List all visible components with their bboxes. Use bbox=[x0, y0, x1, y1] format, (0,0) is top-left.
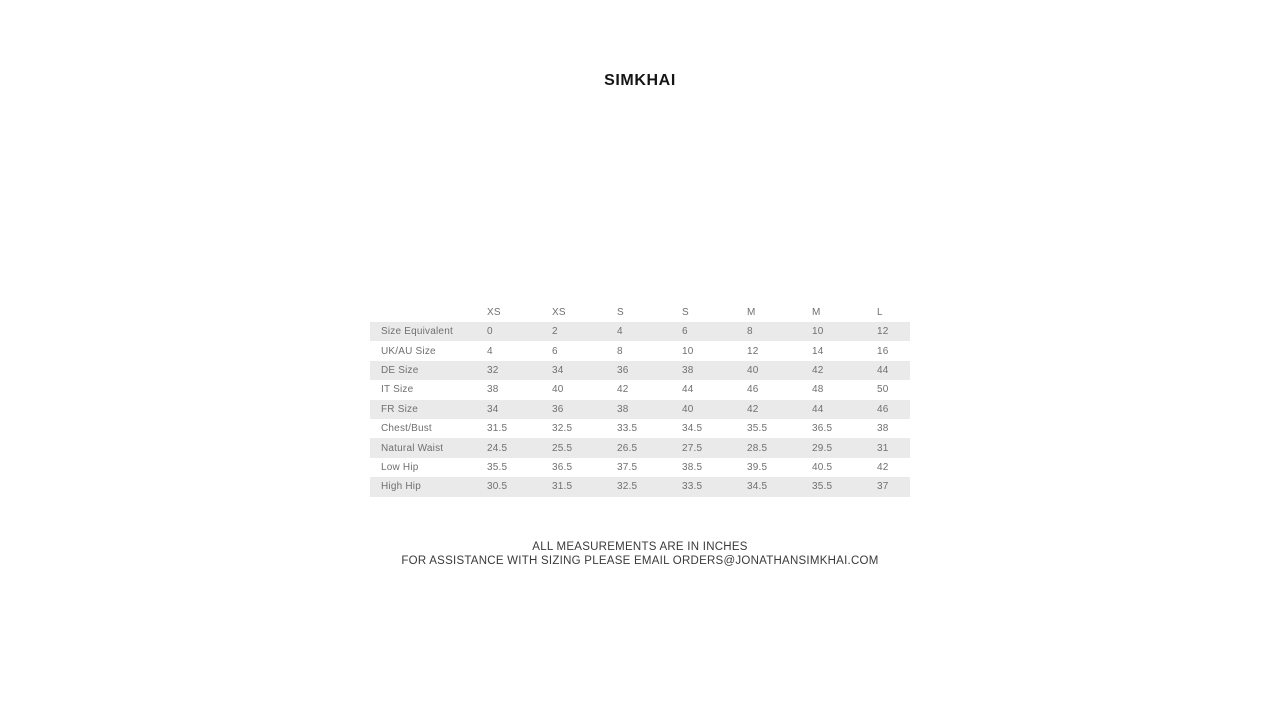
size-value-cell: 44 bbox=[877, 364, 889, 376]
size-value-cell: 42 bbox=[617, 384, 629, 396]
row-label: Chest/Bust bbox=[381, 423, 432, 435]
size-value-cell: 33.5 bbox=[617, 423, 638, 435]
brand-logo-text: SIMKHAI bbox=[604, 72, 676, 89]
size-value-cell: 12 bbox=[877, 326, 889, 338]
row-label: FR Size bbox=[381, 403, 418, 415]
size-chart-row bbox=[370, 361, 910, 380]
size-value-cell: 46 bbox=[877, 403, 889, 415]
row-label: High Hip bbox=[381, 481, 421, 493]
size-column-header: XS bbox=[487, 306, 501, 318]
size-value-cell: 31 bbox=[877, 442, 889, 454]
size-value-cell: 38 bbox=[877, 423, 889, 435]
size-chart-body bbox=[370, 322, 910, 497]
size-chart-row bbox=[370, 322, 910, 341]
size-chart-row bbox=[370, 380, 910, 399]
size-chart-row bbox=[370, 477, 910, 496]
size-chart-row bbox=[370, 419, 910, 438]
size-chart-row bbox=[370, 341, 910, 360]
size-value-cell: 35.5 bbox=[812, 481, 833, 493]
size-value-cell: 31.5 bbox=[487, 423, 508, 435]
size-value-cell: 39.5 bbox=[747, 461, 768, 473]
size-value-cell: 4 bbox=[487, 345, 493, 357]
size-chart-row bbox=[370, 438, 910, 457]
size-value-cell: 12 bbox=[747, 345, 759, 357]
size-column-header: M bbox=[812, 306, 821, 318]
size-value-cell: 14 bbox=[812, 345, 824, 357]
size-value-cell: 36 bbox=[617, 364, 629, 376]
size-value-cell: 38 bbox=[617, 403, 629, 415]
measurement-note: ALL MEASUREMENTS ARE IN INCHES bbox=[532, 541, 748, 553]
size-column-header: S bbox=[617, 306, 624, 318]
row-label: Natural Waist bbox=[381, 442, 444, 454]
row-label: IT Size bbox=[381, 384, 414, 396]
size-value-cell: 44 bbox=[682, 384, 694, 396]
footer-note bbox=[0, 540, 1280, 568]
size-value-cell: 50 bbox=[877, 384, 889, 396]
size-value-cell: 48 bbox=[812, 384, 824, 396]
size-value-cell: 42 bbox=[747, 403, 759, 415]
size-value-cell: 32.5 bbox=[617, 481, 638, 493]
size-value-cell: 36 bbox=[552, 403, 564, 415]
size-column-header: XS bbox=[552, 306, 566, 318]
size-chart-row bbox=[370, 458, 910, 477]
size-value-cell: 44 bbox=[812, 403, 824, 415]
size-value-cell: 34.5 bbox=[682, 423, 703, 435]
size-value-cell: 33.5 bbox=[682, 481, 703, 493]
row-label: Size Equivalent bbox=[381, 326, 453, 338]
size-value-cell: 16 bbox=[877, 345, 889, 357]
size-value-cell: 46 bbox=[747, 384, 759, 396]
size-value-cell: 36.5 bbox=[552, 461, 573, 473]
size-chart-table bbox=[370, 302, 910, 497]
size-value-cell: 4 bbox=[617, 326, 623, 338]
size-value-cell: 35.5 bbox=[487, 461, 508, 473]
size-column-header: M bbox=[747, 306, 756, 318]
row-label: DE Size bbox=[381, 364, 419, 376]
size-value-cell: 31.5 bbox=[552, 481, 573, 493]
size-value-cell: 0 bbox=[487, 326, 493, 338]
size-value-cell: 32.5 bbox=[552, 423, 573, 435]
size-chart-header-row bbox=[370, 302, 910, 322]
row-label: Low Hip bbox=[381, 461, 419, 473]
size-value-cell: 35.5 bbox=[747, 423, 768, 435]
sizing-assistance-note: FOR ASSISTANCE WITH SIZING PLEASE EMAIL ORDERS@JONATHANSIMKHAI.COM bbox=[401, 555, 879, 567]
size-value-cell: 27.5 bbox=[682, 442, 703, 454]
size-value-cell: 25.5 bbox=[552, 442, 573, 454]
size-value-cell: 38 bbox=[682, 364, 694, 376]
size-value-cell: 24.5 bbox=[487, 442, 508, 454]
size-value-cell: 34.5 bbox=[747, 481, 768, 493]
size-value-cell: 38.5 bbox=[682, 461, 703, 473]
size-value-cell: 34 bbox=[552, 364, 564, 376]
size-value-cell: 6 bbox=[552, 345, 558, 357]
size-value-cell: 28.5 bbox=[747, 442, 768, 454]
size-value-cell: 6 bbox=[682, 326, 688, 338]
size-value-cell: 32 bbox=[487, 364, 499, 376]
size-value-cell: 40.5 bbox=[812, 461, 833, 473]
size-value-cell: 40 bbox=[747, 364, 759, 376]
size-value-cell: 30.5 bbox=[487, 481, 508, 493]
size-value-cell: 8 bbox=[747, 326, 753, 338]
size-value-cell: 36.5 bbox=[812, 423, 833, 435]
size-value-cell: 40 bbox=[552, 384, 564, 396]
size-value-cell: 40 bbox=[682, 403, 694, 415]
size-value-cell: 38 bbox=[487, 384, 499, 396]
size-value-cell: 8 bbox=[617, 345, 623, 357]
size-column-header: S bbox=[682, 306, 689, 318]
size-value-cell: 29.5 bbox=[812, 442, 833, 454]
size-value-cell: 42 bbox=[877, 461, 889, 473]
size-value-cell: 10 bbox=[812, 326, 824, 338]
size-chart-row bbox=[370, 400, 910, 419]
size-value-cell: 26.5 bbox=[617, 442, 638, 454]
row-label: UK/AU Size bbox=[381, 345, 436, 357]
size-column-header: L bbox=[877, 306, 883, 318]
size-value-cell: 10 bbox=[682, 345, 694, 357]
size-value-cell: 42 bbox=[812, 364, 824, 376]
size-value-cell: 37 bbox=[877, 481, 889, 493]
size-value-cell: 34 bbox=[487, 403, 499, 415]
size-value-cell: 37.5 bbox=[617, 461, 638, 473]
size-value-cell: 2 bbox=[552, 326, 558, 338]
